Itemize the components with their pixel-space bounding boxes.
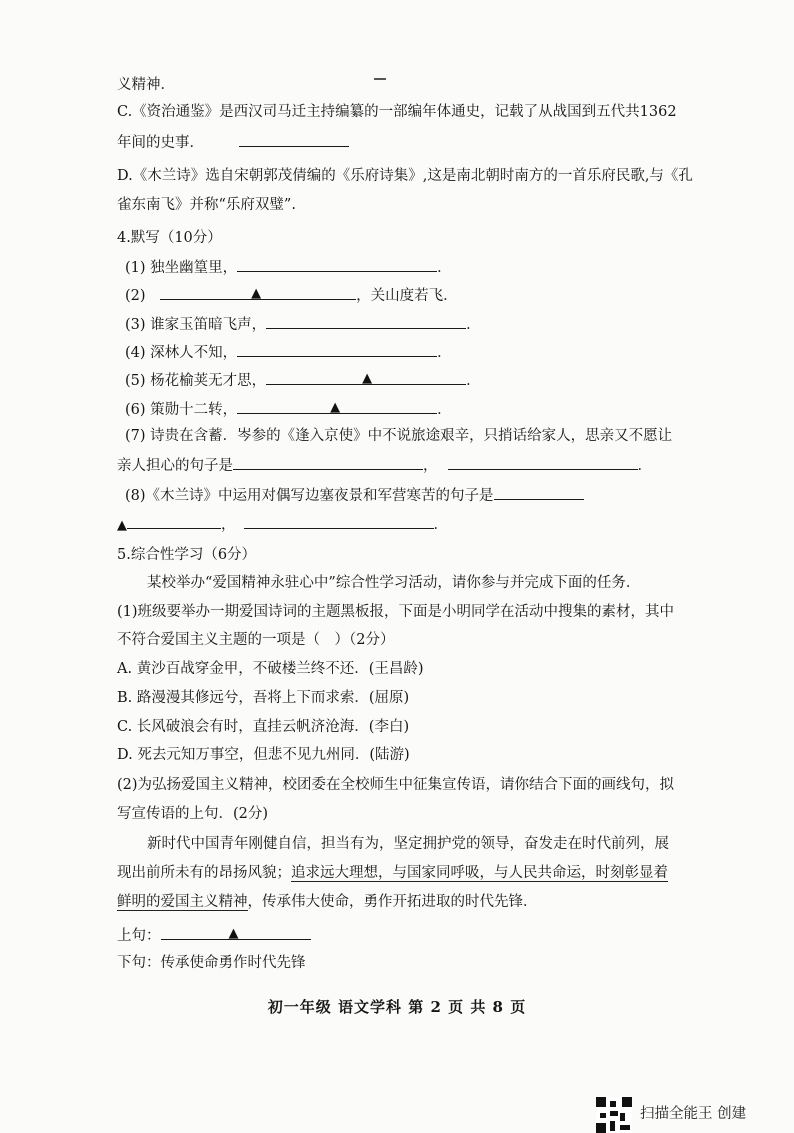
option-a: A. 黄沙百战穿金甲，不破楼兰终不还．(王昌龄) — [117, 661, 424, 677]
option-c-text: 年间的史事． — [117, 135, 204, 151]
underlined-sentence: 鲜明的爱国主义精神 — [117, 894, 248, 910]
punct: ． — [437, 260, 452, 276]
question-5-title: 5.综合性学习（6分） — [117, 547, 257, 563]
q4-item-4 — [125, 341, 452, 363]
lower-line-row — [117, 953, 306, 973]
passage-text: 现出前所未有的昂扬风貌； — [117, 865, 291, 881]
q4-3-prompt: (3) 谁家玉笛暗飞声， — [125, 317, 267, 333]
q4-1-blank[interactable] — [237, 256, 437, 272]
lower-line-text: 传承使命勇作时代先锋 — [160, 955, 306, 971]
q4-2-number: (2) — [125, 288, 146, 304]
q4-item-7-line1: (7) 诗贵在含蓄．岑参的《逢入京使》中不说旅途艰辛，只捎话给家人，思亲又不愿让 — [125, 428, 673, 444]
line-continuation: 义精神． — [117, 77, 175, 93]
q4-8-blank-1[interactable] — [494, 484, 584, 500]
q4-item-3 — [125, 313, 481, 335]
q5-2-line1: (2)为弘扬爱国主义精神，校团委在全校师生中征集宣传语，请你结合下面的画线句，拟 — [117, 777, 675, 793]
upper-line-row — [117, 924, 311, 946]
q4-8-blank-2[interactable] — [127, 513, 221, 529]
option-b: B. 路漫漫其修远兮，吾将上下而求索．(屈原) — [117, 690, 410, 706]
answer-blank[interactable] — [239, 131, 349, 147]
option-d-line2: 雀东南飞》并称“乐府双璧”. — [117, 197, 296, 213]
q4-item-1 — [125, 256, 452, 278]
punct: ． — [637, 458, 652, 474]
scan-smudge — [374, 78, 386, 80]
q4-5-prompt: (5) 杨花榆荚无才思， — [125, 373, 267, 389]
q4-4-prompt: (4) 深林人不知， — [125, 345, 238, 361]
q4-item-8-line1 — [125, 484, 584, 506]
scanner-watermark: 扫描全能王 创建 — [640, 1106, 747, 1122]
q4-item-8-line2 — [117, 513, 448, 536]
option-c-line1: C.《资治通鉴》是西汉司马迁主持编纂的一部编年体通史，记载了从战国到五代共1362 — [117, 104, 677, 120]
q4-2-prompt: ，关山度若飞． — [356, 288, 458, 304]
qr-code-icon — [596, 1097, 632, 1133]
punct: ， — [221, 517, 236, 533]
q4-8-blank-3[interactable] — [244, 513, 434, 529]
punct: ． — [437, 402, 452, 418]
q4-item-2 — [125, 284, 458, 306]
option-c: C. 长风破浪会有时，直挂云帆济沧海．(李白) — [117, 719, 410, 735]
q4-7-prompt: 亲人担心的句子是 — [117, 458, 233, 474]
passage-text: ，传承伟大使命，勇作开拓进取的时代先锋． — [247, 894, 538, 910]
q4-6-blank[interactable] — [237, 398, 437, 414]
q4-7-blank-2[interactable] — [448, 454, 638, 470]
q4-item-7-line2 — [117, 454, 652, 476]
option-c-line2 — [117, 131, 349, 153]
page-footer: 初一年级 语文学科 第 2 页 共 8 页 — [267, 998, 527, 1016]
passage-line1: 新时代中国青年刚健自信，担当有为，坚定拥护党的领导，奋发走在时代前列，展 — [147, 836, 669, 852]
triangle-marker-icon: ▲ — [117, 518, 127, 533]
punct: ． — [433, 517, 448, 533]
upper-line-label: 上句： — [117, 928, 161, 944]
q4-3-blank[interactable] — [266, 313, 466, 329]
q5-2-line2: 写宣传语的上句．(2分) — [117, 806, 269, 822]
passage-line2 — [117, 863, 668, 883]
triangle-marker-icon: ▲ — [362, 371, 373, 386]
q4-1-prompt: (1) 独坐幽篁里， — [125, 260, 238, 276]
triangle-marker-icon: ▲ — [251, 286, 262, 301]
triangle-marker-icon: ▲ — [330, 400, 341, 415]
q4-7-blank-1[interactable] — [233, 454, 423, 470]
q5-intro: 某校举办“爱国精神永驻心中”综合性学习活动，请你参与并完成下面的任务． — [147, 575, 641, 591]
q4-4-blank[interactable] — [237, 341, 437, 357]
q5-1-line1: (1)班级要举办一期爱国诗词的主题黑板报，下面是小明同学在活动中搜集的素材，其中 — [117, 604, 675, 620]
q4-2-blank[interactable] — [160, 284, 356, 300]
option-d-line1: D.《木兰诗》选自宋朝郭茂倩编的《乐府诗集》,这是南北朝时南方的一首乐府民歌,与《孔 — [117, 168, 693, 184]
q4-item-5 — [125, 369, 481, 391]
q4-6-prompt: (6) 策勋十二转， — [125, 402, 238, 418]
punct: ． — [466, 317, 481, 333]
punct: ， — [423, 458, 438, 474]
q4-item-6 — [125, 398, 452, 420]
q5-1-line2: 不符合爱国主义主题的一项是（ ）（2分） — [117, 632, 395, 648]
q4-5-blank[interactable] — [266, 369, 466, 385]
q4-8-prompt: (8)《木兰诗》中运用对偶写边塞夜景和军营寒苦的句子是 — [125, 488, 494, 504]
punct: ． — [437, 345, 452, 361]
option-d: D. 死去元知万事空，但悲不见九州同．(陆游) — [117, 747, 410, 763]
question-4-title: 4.默写（10分） — [117, 230, 222, 246]
upper-line-blank[interactable] — [161, 924, 311, 940]
triangle-marker-icon: ▲ — [228, 926, 239, 941]
passage-line3 — [117, 892, 538, 912]
lower-line-label: 下句： — [117, 955, 161, 971]
underlined-sentence: 追求远大理想，与国家同呼吸，与人民共命运，时刻彰显着 — [291, 865, 668, 881]
punct: ． — [466, 373, 481, 389]
